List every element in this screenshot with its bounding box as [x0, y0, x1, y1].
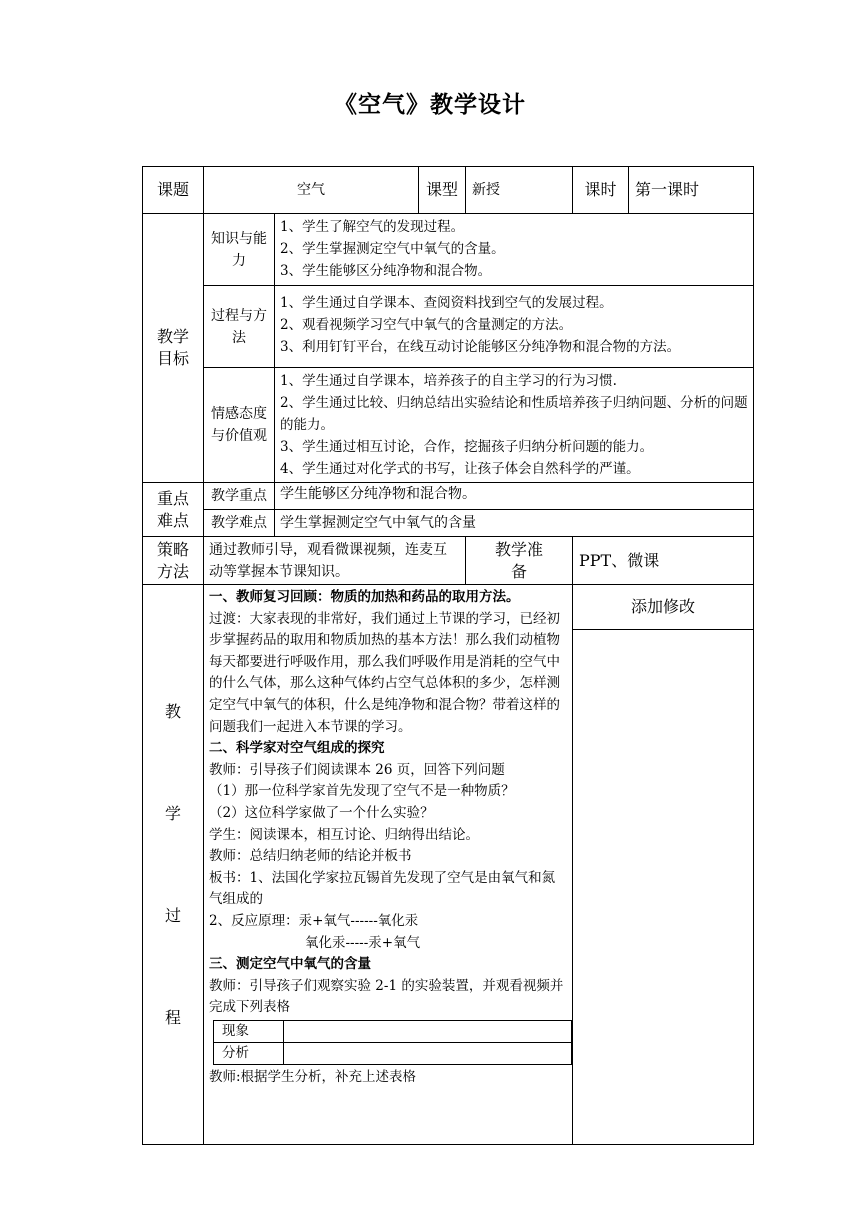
- analysis-cell: [284, 1042, 572, 1064]
- process-side-label: [143, 585, 204, 1145]
- strategy-label: 策略方法: [143, 537, 204, 585]
- lesson-plan-table: [142, 166, 754, 1145]
- key-label: 教学重点: [204, 483, 275, 510]
- key-value: 学生能够区分纯净物和混合物。: [275, 483, 754, 510]
- topic-value: 空气: [204, 167, 419, 214]
- revise-column: [573, 585, 754, 1145]
- emotion-list: [275, 368, 754, 483]
- type-label: 课型: [419, 167, 466, 214]
- list-item: 3、学生通过相互讨论，合作，挖掘孩子归纳分析问题的能力。: [280, 439, 654, 455]
- list-item: 3、利用钉钉平台，在线互动讨论能够区分纯净物和混合物的方法。: [280, 339, 681, 355]
- observation-cell: [284, 1020, 572, 1042]
- paragraph: 教师：引导孩子们观察实验 2-1 的实验装置，并观看视频并完成下列表格: [209, 977, 564, 1016]
- paragraph: 学生：阅读课本，相互讨论、归纳得出结论。: [209, 826, 479, 843]
- paragraph: 板书：1、法国化学家拉瓦锡首先发现了空气是由氧气和氮气组成的: [209, 869, 556, 908]
- knowledge-label: 知识与能力: [204, 214, 275, 286]
- paragraph: 2、反应原理：汞+氧气------氧化汞: [209, 912, 419, 929]
- process-label: 过程与方法: [204, 286, 275, 368]
- paragraph: 教师:根据学生分析，补充上述表格: [209, 1068, 417, 1085]
- process-list: [275, 286, 754, 368]
- list-item: 3、学生能够区分纯净物和混合物。: [280, 263, 492, 279]
- paragraph: （2）这位科学家做了一个什么实验？: [209, 804, 434, 821]
- list-item: 1、学生了解空气的发现过程。: [280, 219, 465, 235]
- section-heading: 二、科学家对空气组成的探究: [209, 740, 385, 757]
- list-item: 1、学生通过自学课本、查阅资料找到空气的发展过程。: [280, 295, 613, 311]
- page-title: 《空气》教学设计: [334, 91, 526, 118]
- keypoints-label: 重点难点: [143, 483, 204, 537]
- list-item: 2、学生通过比较、归纳总结出实验结论和性质培养孩子归纳问题、分析的问题的能力。: [280, 395, 748, 433]
- paragraph: 过渡：大家表现的非常好，我们通过上节课的学习，已经初步掌握药品的取用和物质加热的基本方法！那么我们动植物每天都要进行呼吸作用，那么我们呼吸作用是消耗的空气中的什么气体，那么这种气体约占空气总体积的多少，怎样测定空气中氧气的体积，什么是纯净物和混合物？带着这样的问题我们一起进入本节课的学习。: [209, 610, 560, 735]
- topic-label: 课题: [143, 167, 204, 214]
- section-heading: 一、教师复习回顾：物质的加热和药品的取用方法。: [209, 589, 520, 605]
- list-item: 2、观看视频学习空气中氧气的含量测定的方法。: [280, 317, 573, 333]
- knowledge-list: [275, 214, 754, 286]
- list-item: 2、学生掌握测定空气中氧气的含量。: [280, 241, 505, 257]
- process-char: 教: [164, 701, 181, 721]
- prep-value: PPT、微课: [573, 537, 754, 585]
- emotion-label: 情感态度与价值观: [204, 368, 275, 483]
- process-char: 程: [164, 1007, 181, 1027]
- period-label: 课时: [573, 167, 629, 214]
- section-heading: 三、测定空气中氧气的含量: [209, 956, 371, 973]
- goals-label: 教学目标: [143, 214, 204, 483]
- period-value: 第一课时: [629, 167, 754, 214]
- process-content: [204, 585, 573, 1145]
- list-item: 1、学生通过自学课本，培养孩子的自主学习的行为习惯.: [280, 373, 617, 389]
- paragraph: 教师：总结归纳老师的结论并板书: [209, 848, 412, 865]
- difficulty-label: 教学难点: [204, 510, 275, 537]
- type-value: 新授: [466, 167, 573, 214]
- list-item: 4、学生通过对化学式的书写，让孩子体会自然科学的严谨。: [280, 461, 640, 477]
- observation-label: 现象: [214, 1020, 284, 1042]
- difficulty-value: 学生掌握测定空气中氧气的含量: [275, 510, 754, 537]
- paragraph: （1）那一位科学家首先发现了空气不是一种物质？: [209, 783, 515, 800]
- strategy-value: 通过教师引导，观看微课视频，连麦互动等掌握本节课知识。: [204, 537, 466, 585]
- paragraph: 氧化汞-----汞+氧气: [305, 934, 421, 951]
- analysis-label: 分析: [214, 1042, 284, 1064]
- process-char: 过: [164, 905, 181, 925]
- process-char: 学: [164, 803, 181, 823]
- revise-label: 添加修改: [573, 585, 753, 630]
- paragraph: 教师：引导孩子们阅读课本 26 页，回答下列问题: [209, 761, 505, 778]
- prep-label: 教学准备: [466, 537, 573, 585]
- observation-table: [213, 1020, 572, 1065]
